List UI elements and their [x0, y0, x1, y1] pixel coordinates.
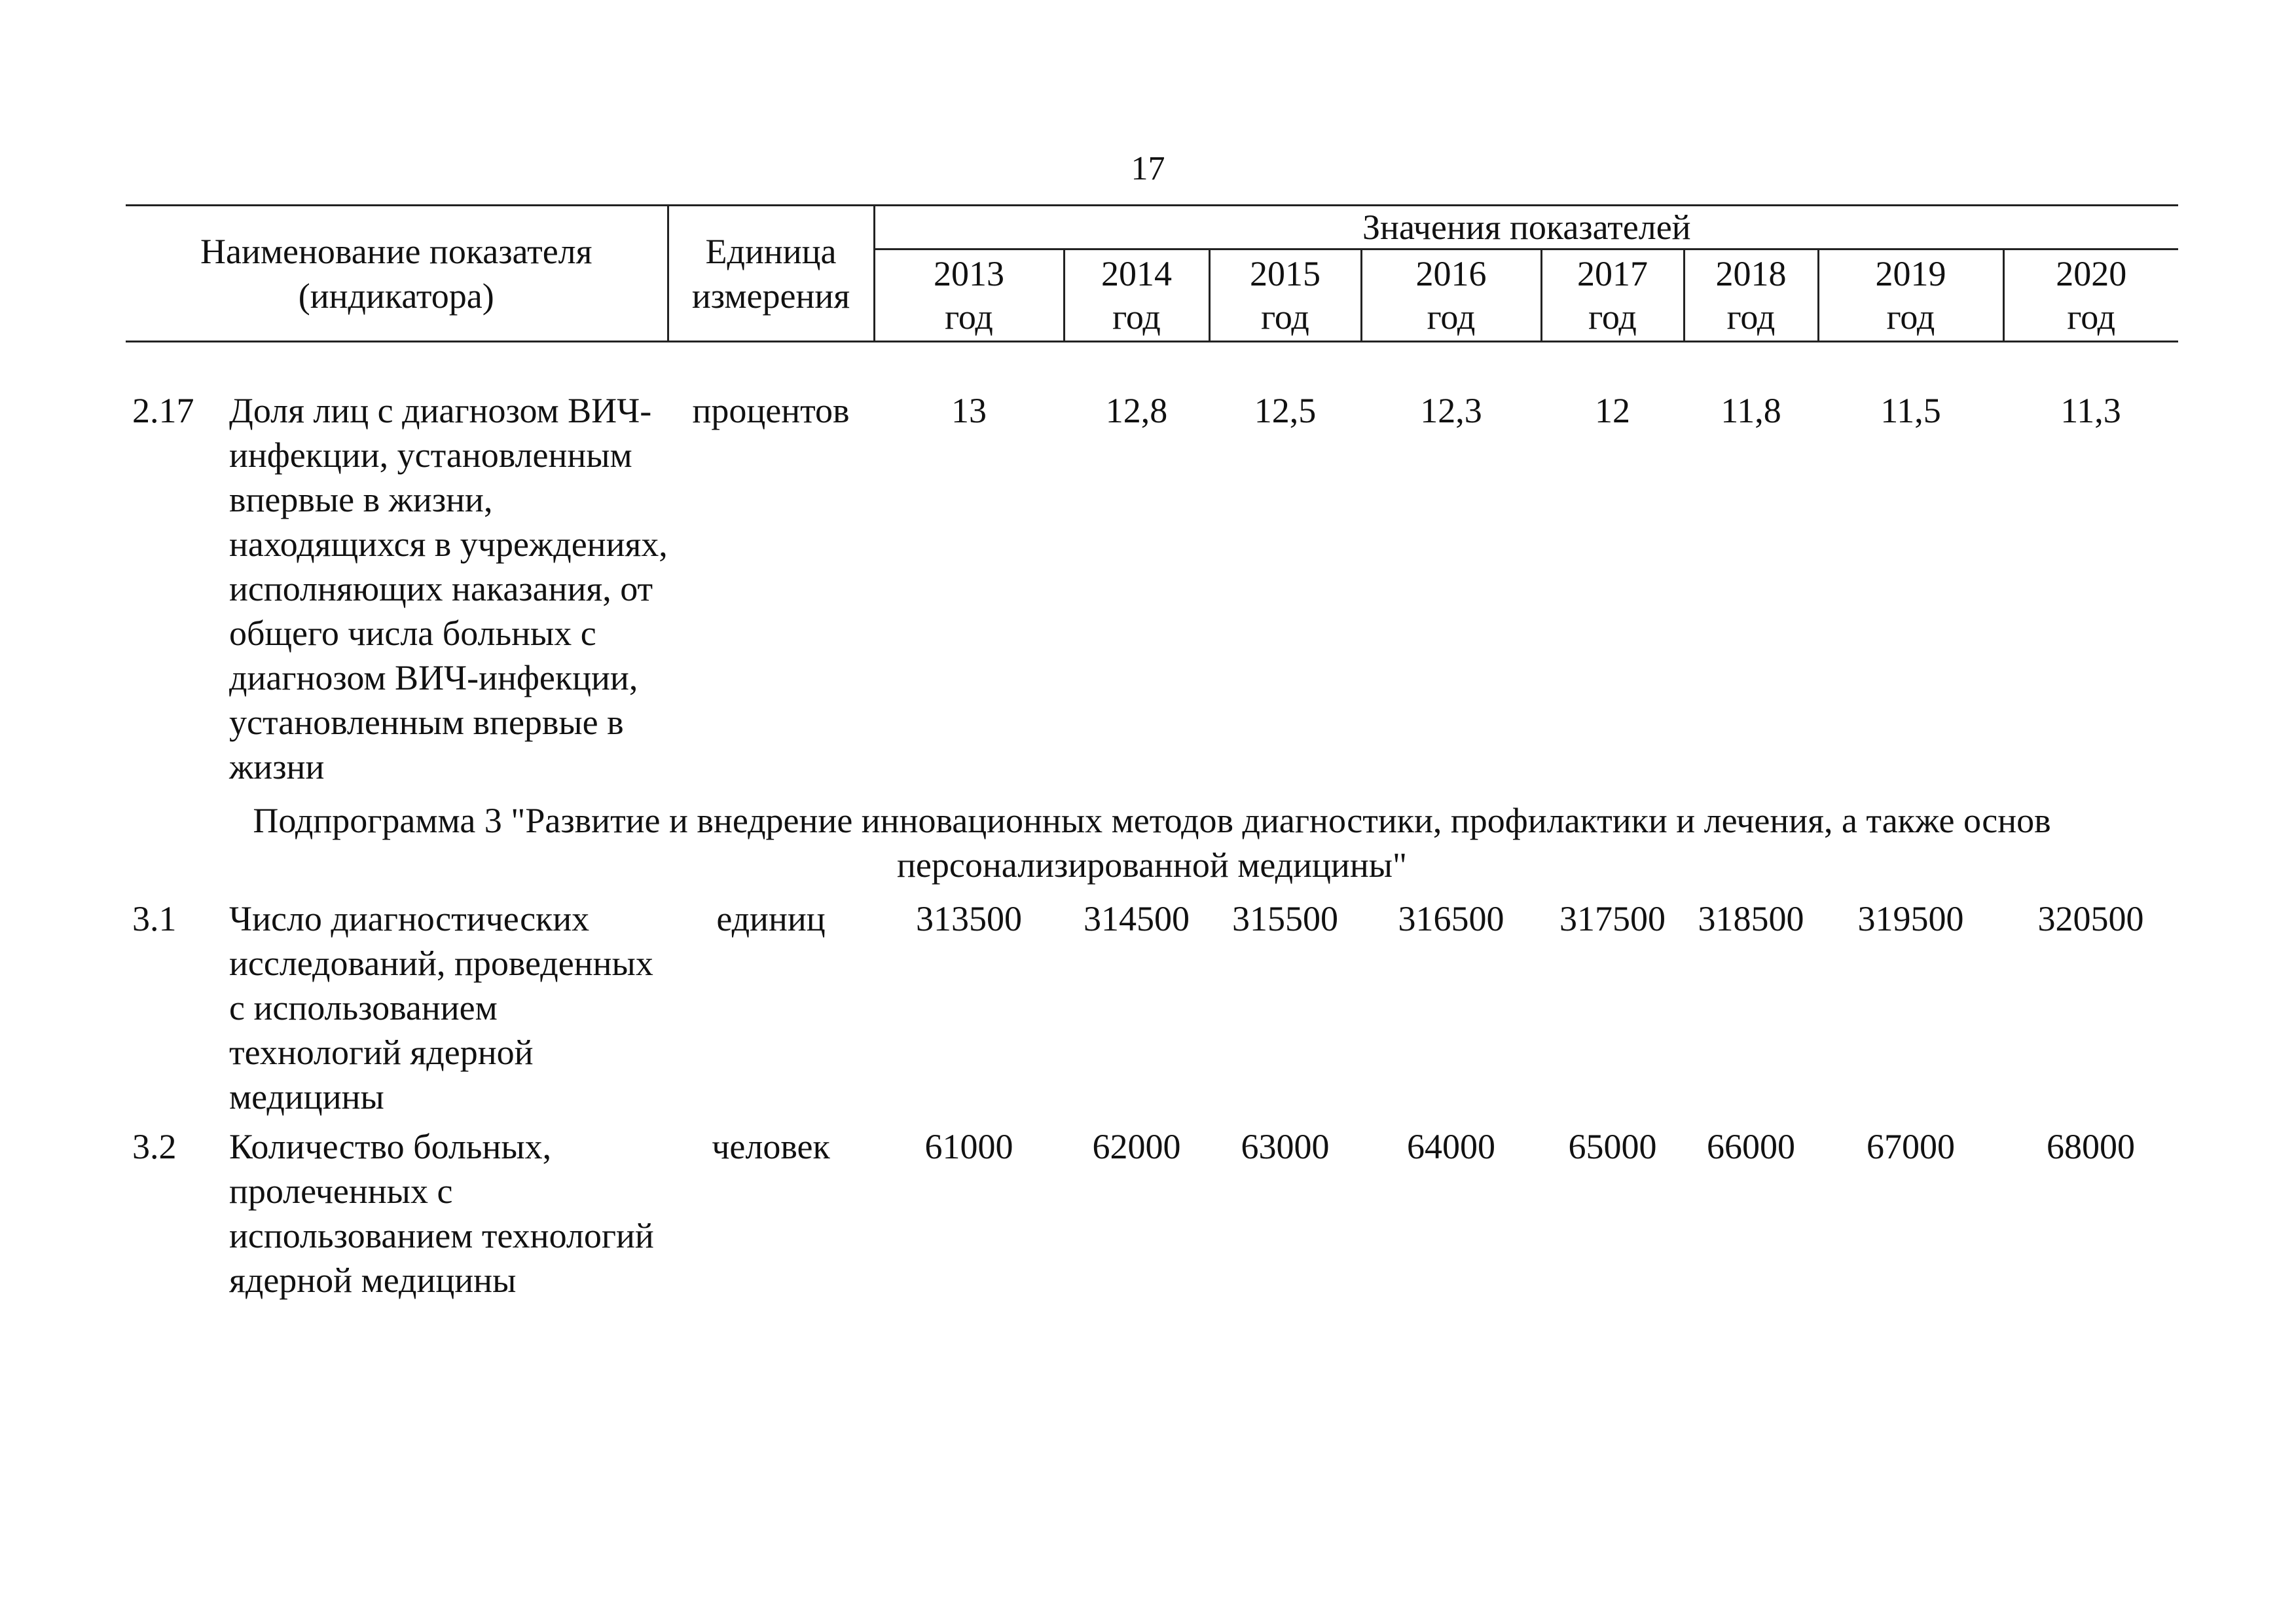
row-indicator-name: Доля лиц с диагнозом ВИЧ-инфекции, установленным впервые в жизни, находящихся в учреждениях, исполняющих наказания, от общего числа больных с диагнозом ВИЧ-инфекции, установленным впервые в жизни: [229, 391, 668, 786]
header-indicator-name: Наименование показателя (индикатора): [126, 206, 668, 342]
header-year-2018: 2018 год: [1684, 249, 1818, 342]
header-year-2017: 2017 год: [1541, 249, 1684, 342]
header-year-2020: 2020 год: [2003, 249, 2178, 342]
header-year-2013: 2013 год: [874, 249, 1064, 342]
row-value-2019: 67000: [1867, 1127, 1955, 1166]
row-value-2020: 11,3: [2060, 391, 2121, 430]
row-value-2016: 12,3: [1420, 391, 1482, 430]
header-values: Значения показателей: [874, 206, 2178, 249]
row-indicator-name: Число диагностических исследований, проведенных с использованием технологий ядерной медицины: [229, 899, 653, 1116]
row-value-2018: 318500: [1698, 899, 1804, 938]
row-value-2016: 316500: [1398, 899, 1504, 938]
row-value-2013: 13: [951, 391, 987, 430]
row-unit: процентов: [692, 391, 850, 430]
row-value-2013: 61000: [924, 1127, 1013, 1166]
row-value-2014: 314500: [1084, 899, 1190, 938]
header-year-2015: 2015 год: [1209, 249, 1361, 342]
row-number: 3.1: [132, 899, 177, 938]
row-value-2019: 319500: [1857, 899, 1964, 938]
subprogram-title: Подпрограмма 3 "Развитие и внедрение инновационных методов диагностики, профилактики и лечения, а также основ персонализированной медицины": [253, 801, 2051, 885]
row-value-2018: 66000: [1707, 1127, 1795, 1166]
row-value-2014: 12,8: [1105, 391, 1168, 430]
row-value-2017: 12: [1595, 391, 1630, 430]
indicators-table: [126, 204, 2178, 1308]
table-row: [126, 896, 2178, 1124]
table-row: [126, 388, 2178, 794]
row-value-2019: 11,5: [1880, 391, 1941, 430]
header-unit: Единица измерения: [668, 206, 874, 342]
table-row: [126, 1124, 2178, 1308]
row-value-2016: 64000: [1407, 1127, 1495, 1166]
row-value-2020: 68000: [2047, 1127, 2136, 1166]
row-value-2017: 317500: [1559, 899, 1666, 938]
subprogram-heading-row: [126, 794, 2178, 896]
row-value-2017: 65000: [1568, 1127, 1657, 1166]
row-value-2020: 320500: [2037, 899, 2144, 938]
page-number: 17: [1131, 150, 1165, 187]
row-indicator-name: Количество больных, пролеченных с использованием технологий ядерной медицины: [229, 1127, 654, 1300]
row-value-2014: 62000: [1092, 1127, 1181, 1166]
row-value-2013: 313500: [916, 899, 1022, 938]
header-year-2016: 2016 год: [1361, 249, 1541, 342]
header-year-2014: 2014 год: [1064, 249, 1209, 342]
row-number: 2.17: [132, 391, 194, 430]
row-value-2015: 63000: [1241, 1127, 1330, 1166]
row-unit: единиц: [716, 899, 826, 938]
header-year-2019: 2019 год: [1818, 249, 2003, 342]
row-value-2018: 11,8: [1721, 391, 1781, 430]
row-unit: человек: [712, 1127, 830, 1166]
row-value-2015: 12,5: [1254, 391, 1317, 430]
row-value-2015: 315500: [1232, 899, 1338, 938]
row-number: 3.2: [132, 1127, 177, 1166]
